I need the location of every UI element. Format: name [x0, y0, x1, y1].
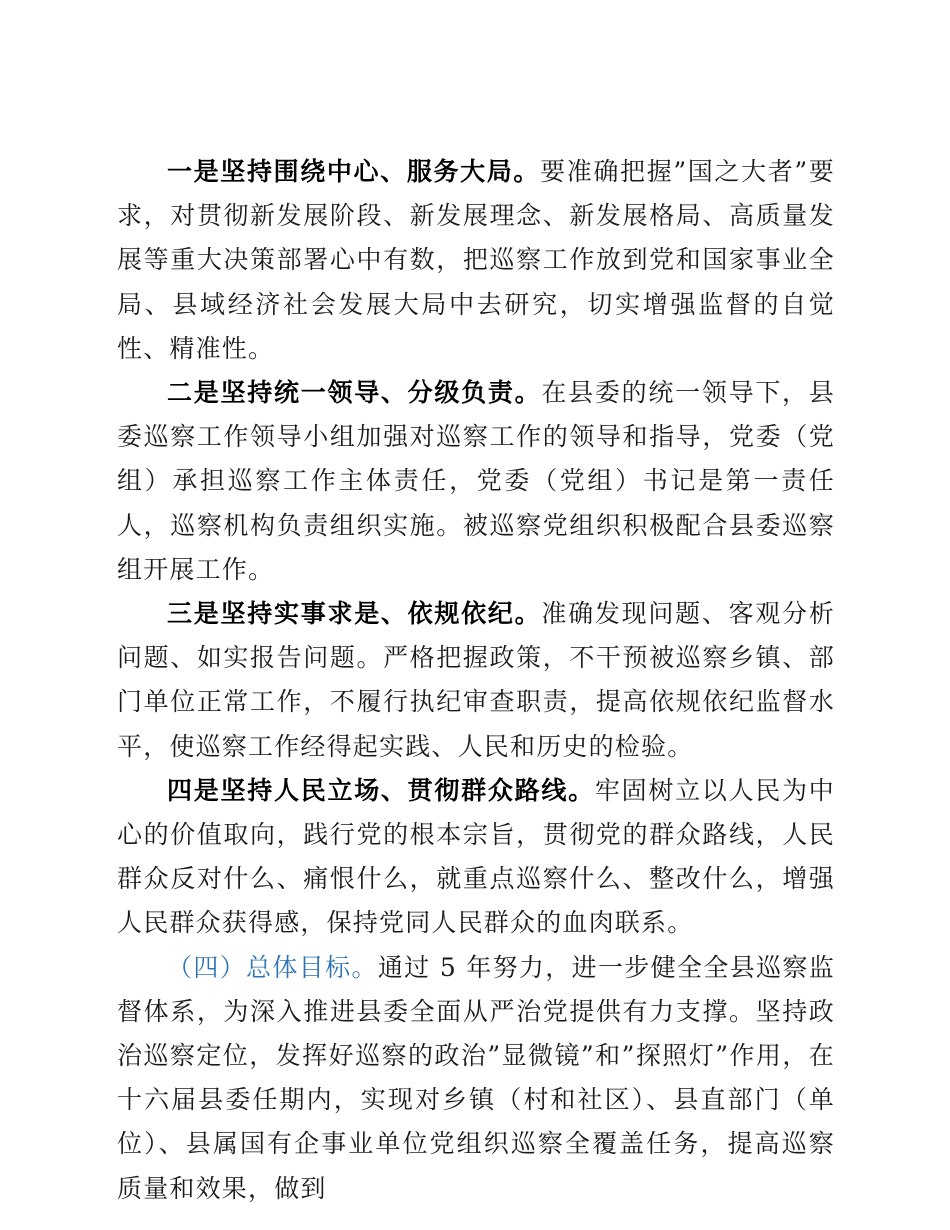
overall-goal-text: 通过 5 年努力，进一步健全全县巡察监督体系，为深入推进县委全面从严治党提供有力支撑。坚持政治巡察定位，发挥好巡察的政治”显微镜”和”探照灯”作用，在十六届县委任期内，实现对乡镇（村和社区）、县直部门（单位）、县属国有企事业单位党组织巡察全覆盖任务，提高巡察质量和效果，做到 [117, 952, 835, 1203]
principle-4-title: 四是坚持人民立场、贯彻群众路线。 [167, 775, 595, 805]
paragraph-principle-4 [117, 769, 835, 946]
principle-1-text: 要准确把握”国之大者”要求，对贯彻新发展阶段、新发展理念、新发展格局、高质量发展等重大决策部署心中有数，把巡察工作放到党和国家事业全局、县域经济社会发展大局中去研究，切实增强监督的自觉性、精准性。 [117, 157, 835, 363]
principle-2-title: 二是坚持统一领导、分级负责。 [167, 378, 542, 408]
paragraph-principle-1 [117, 150, 835, 371]
paragraph-principle-3 [117, 592, 835, 769]
principle-2-text: 在县委的统一领导下，县委巡察工作领导小组加强对巡察工作的领导和指导，党委（党组）承担巡察工作主体责任，党委（党组）书记是第一责任人，巡察机构负责组织实施。被巡察党组织积极配合县委巡察组开展工作。 [117, 378, 836, 584]
overall-goal-heading: （四）总体目标。 [167, 952, 378, 982]
paragraph-principle-2 [117, 371, 835, 592]
principle-1-title: 一是坚持围绕中心、服务大局。 [167, 157, 541, 186]
paragraph-overall-goal [117, 946, 835, 1211]
principle-3-title: 三是坚持实事求是、依规依纪。 [167, 599, 542, 629]
document-body [117, 150, 835, 1211]
principle-4-text: 牢固树立以人民为中心的价值取向，践行党的根本宗旨，贯彻党的群众路线，人民群众反对什么、痛恨什么，就重点巡察什么、整改什么，增强人民群众获得感，保持党同人民群众的血肉联系。 [117, 775, 835, 938]
principle-3-text: 准确发现问题、客观分析问题、如实报告问题。严格把握政策，不干预被巡察乡镇、部门单位正常工作，不履行执纪审查职责，提高依规依纪监督水平，使巡察工作经得起实践、人民和历史的检验。 [117, 599, 836, 761]
